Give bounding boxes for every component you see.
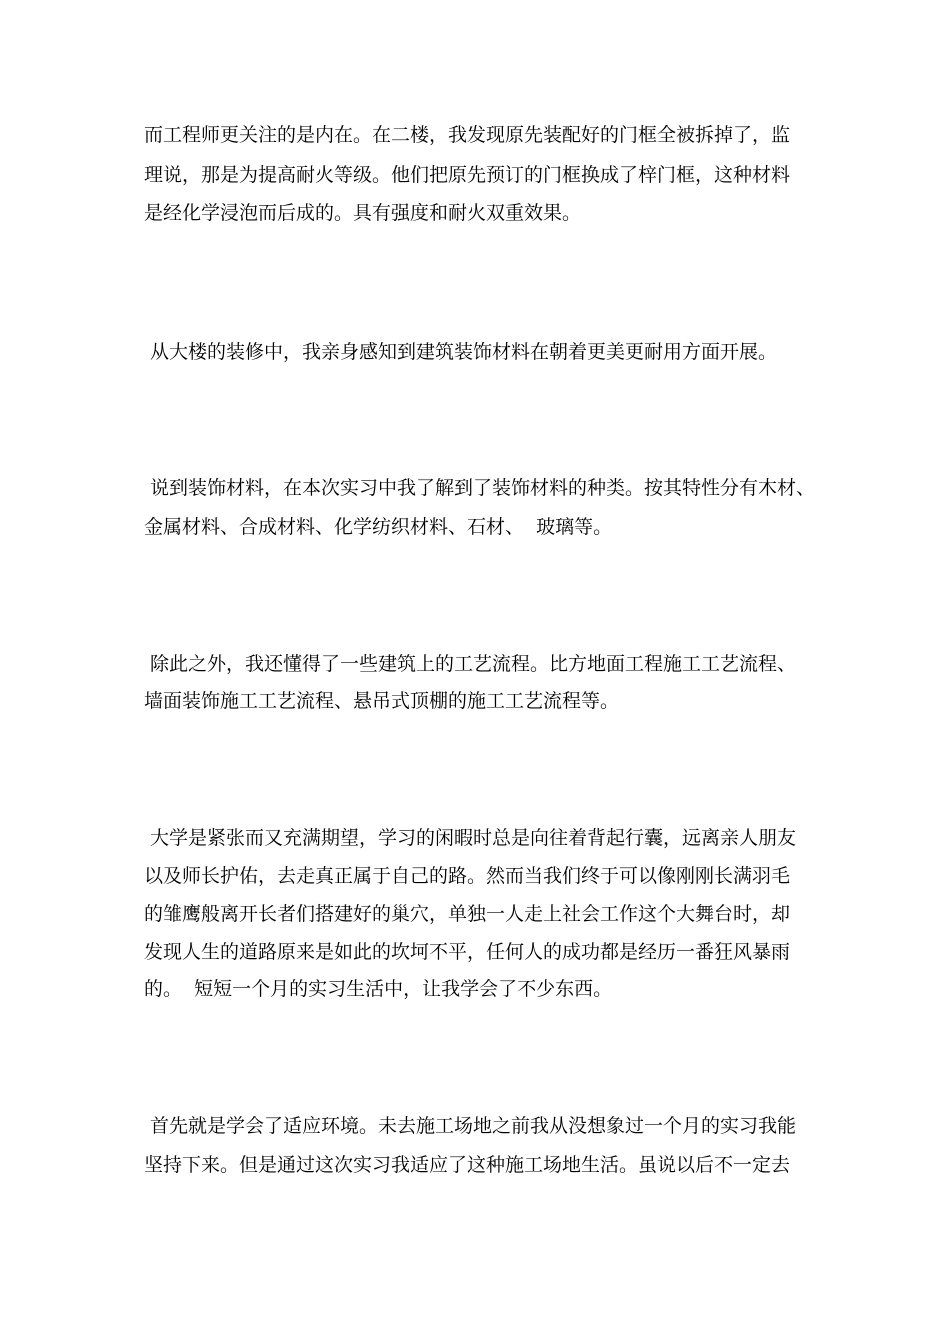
text-line: 大学是紧张而又充满期望，学习的闲暇时总是向往着背起行囊，远离亲人朋友	[150, 827, 797, 849]
text-line: 除此之外，我还懂得了一些建筑上的工艺流程。比方地面工程施工工艺流程、	[150, 653, 797, 675]
text-line: 的雏鹰般离开长者们搭建好的巢穴，单独一人走上社会工作这个大舞台时，却	[144, 903, 791, 925]
text-line: 是经化学浸泡而后成的。具有强度和耐火双重效果。	[144, 202, 582, 224]
text-line: 墙面装饰施工工艺流程、悬吊式顶棚的施工工艺流程等。	[144, 690, 620, 712]
text-line: 从大楼的装修中，我亲身感知到建筑装饰材料在朝着更美更耐用方面开展。	[150, 341, 778, 363]
text-line: 坚持下来。但是通过这次实习我适应了这种施工场地生活。虽说以后不一定去	[144, 1154, 791, 1176]
text-line: 的。 短短一个月的实习生活中，让我学会了不少东西。	[144, 978, 613, 1000]
text-line: 以及师长护佑，去走真正属于自己的路。然而当我们终于可以像刚刚长满羽毛	[144, 865, 791, 887]
text-line: 金属材料、合成材料、化学纺织材料、石材、 玻璃等。	[144, 516, 613, 538]
text-line: 理说，那是为提高耐火等级。他们把原先预订的门框换成了梓门框，这种材料	[144, 164, 791, 186]
text-line: 而工程师更关注的是内在。在二楼，我发现原先装配好的门框全被拆掉了，监	[144, 124, 791, 146]
text-line: 说到装饰材料，在本次实习中我了解到了装饰材料的种类。按其特性分有木材、	[150, 477, 816, 499]
text-line: 发现人生的道路原来是如此的坎坷不平，任何人的成功都是经历一番狂风暴雨	[144, 941, 791, 963]
text-line: 首先就是学会了适应环境。未去施工场地之前我从没想象过一个月的实习我能	[150, 1115, 797, 1137]
